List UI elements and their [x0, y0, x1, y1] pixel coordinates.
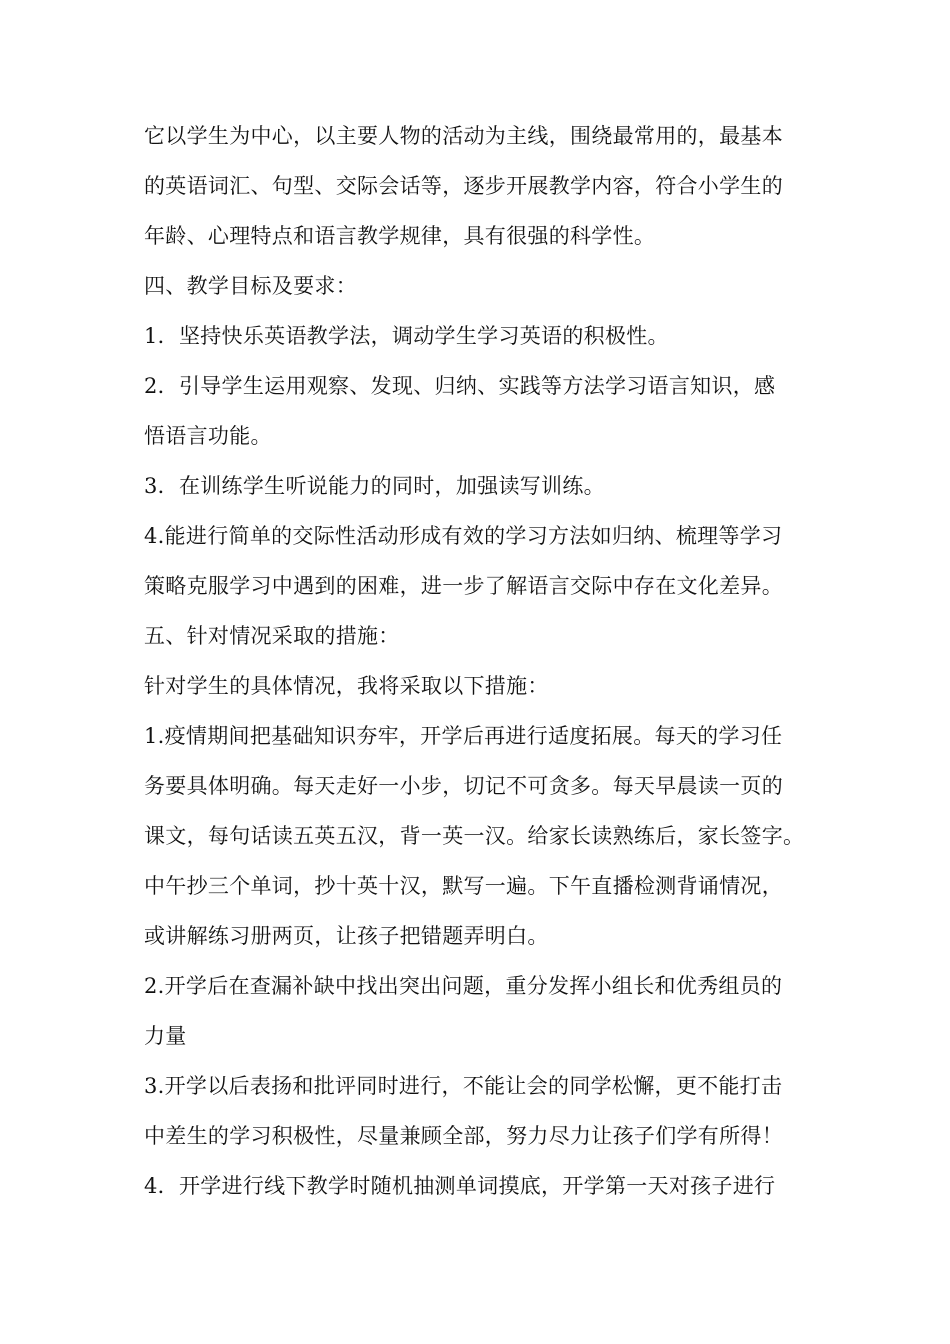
- text-line: 课文，每句话读五英五汉，背一英一汉。给家长读熟练后，家长签字。: [144, 824, 805, 848]
- text-line: 的英语词汇、句型、交际会话等，逐步开展教学内容，符合小学生的: [144, 174, 783, 198]
- text-line: 4.能进行简单的交际性活动形成有效的学习方法如归纳、梳理等学习: [144, 524, 783, 548]
- text-line: 务要具体明确。每天走好一小步，切记不可贪多。每天早晨读一页的: [144, 774, 783, 798]
- section-heading: 四、教学目标及要求：: [144, 274, 357, 298]
- text-line: 2.开学后在查漏补缺中找出突出问题，重分发挥小组长和优秀组员的: [144, 974, 783, 998]
- text-line: 中差生的学习积极性，尽量兼顾全部，努力尽力让孩子们学有所得！: [144, 1124, 783, 1148]
- text-line: 或讲解练习册两页，让孩子把错题弄明白。: [144, 924, 549, 948]
- text-line: 3.开学以后表扬和批评同时进行，不能让会的同学松懈，更不能打击: [144, 1074, 783, 1098]
- text-line: 力量: [144, 1024, 187, 1048]
- text-line: 针对学生的具体情况，我将采取以下措施：: [144, 674, 549, 698]
- text-line: 悟语言功能。: [144, 424, 272, 448]
- text-line: 1.疫情期间把基础知识夯牢，开学后再进行适度拓展。每天的学习任: [144, 724, 783, 748]
- text-line: 1．坚持快乐英语教学法，调动学生学习英语的积极性。: [144, 324, 669, 348]
- text-line: 3．在训练学生听说能力的同时，加强读写训练。: [144, 474, 605, 498]
- section-heading: 五、针对情况采取的措施：: [144, 624, 400, 648]
- text-line: 4．开学进行线下教学时随机抽测单词摸底，开学第一天对孩子进行: [144, 1174, 776, 1198]
- text-line: 年龄、心理特点和语言教学规律，具有很强的科学性。: [144, 224, 656, 248]
- text-line: 策略克服学习中遇到的困难，进一步了解语言交际中存在文化差异。: [144, 574, 783, 598]
- text-line: 中午抄三个单词，抄十英十汉，默写一遍。下午直播检测背诵情况，: [144, 874, 783, 898]
- text-line: 它以学生为中心，以主要人物的活动为主线，围绕最常用的，最基本: [144, 124, 783, 148]
- text-line: 2．引导学生运用观察、发现、归纳、实践等方法学习语言知识，感: [144, 374, 776, 398]
